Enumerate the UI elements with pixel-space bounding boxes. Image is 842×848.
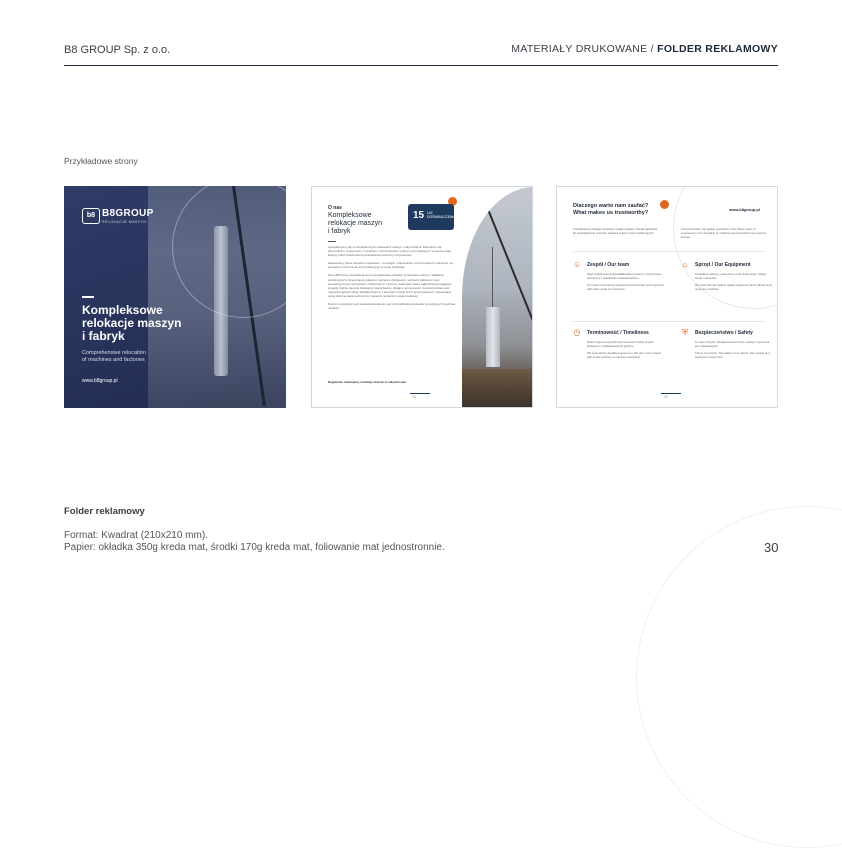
badge-text: LAT DOŚWIADCZENIA: [427, 211, 456, 220]
section-paragraph: We work with the highest quality equipment which allows us to move any machine.: [695, 283, 773, 291]
header-rule: [64, 65, 778, 66]
clock-icon: ◷: [573, 328, 581, 337]
badge-number: 15: [413, 210, 425, 221]
shield-icon: ⛨: [682, 328, 688, 337]
section-bold: FOLDER REKLAMOWY: [657, 43, 778, 55]
cover-website: www.b8group.pl: [82, 378, 118, 384]
about-body: [328, 245, 458, 314]
section-title-safety: Bezpieczeństwo / Safety: [695, 330, 753, 336]
section-text-equipment: [695, 272, 773, 294]
ground: [462, 369, 533, 408]
trust-heading: Dlaczego warto nam zaufać? What makes us trustworthy?: [573, 203, 649, 216]
format-spec: Format: Kwadrat (210x210 mm).: [64, 530, 208, 541]
experience-badge: [408, 204, 454, 230]
logo-subtitle: RELOKACJE MASZYN: [102, 220, 147, 224]
crane-icon: ⌂: [682, 260, 688, 269]
page-number: 30: [764, 540, 779, 555]
page-number: 04: [412, 395, 416, 399]
section-heading: [511, 43, 778, 55]
trust-website: www.b8group.pl: [729, 207, 760, 212]
decorative-arc: [636, 506, 842, 848]
cover-subtitle: Comprehensive relocation of machines and factories: [82, 350, 146, 363]
section-paragraph: This is our priority. The safety of our clients, their people and equipment comes first.: [695, 351, 770, 359]
crane-photo: [462, 187, 533, 408]
section-text-team: [587, 272, 665, 294]
cover-page: [64, 186, 286, 408]
logo-text: B8GROUP: [102, 208, 154, 219]
cover-title: Kompleksowe relokacje maszyn i fabryk: [82, 303, 182, 343]
section-text-timeliness: [587, 340, 665, 362]
intro-right: Comprehensive, top-quality operations. Over fifteen years of experience in the relocation of machines and production lines across Europe.: [681, 227, 766, 239]
section-paragraph: We meet all the deadlines agreed on. We plan every project with hourly precision to minimise downtime.: [587, 351, 662, 359]
company-name: B8 GROUP Sp. z o.o.: [64, 44, 171, 56]
about-page: [311, 186, 533, 408]
divider: [573, 251, 765, 252]
section-paragraph: Nasz zespół tworzą wykwalifikowani monterzy, inżynierowie i operatorzy z wieloletnim doświadczeniem.: [587, 272, 663, 280]
section-title-team: Zespół / Our team: [587, 262, 630, 268]
section-paragraph: Our team is formed by experienced technicians and engineers with many years of experience.: [587, 283, 664, 291]
section-paragraph: To nasz priorytet. Bezpieczeństwo ludzi, maszyn i otoczenia jest najważniejsze.: [695, 340, 770, 348]
title-dash: [82, 296, 94, 298]
paper-spec: Papier: okładka 350g kreda mat, środki 170g kreda mat, foliowanie mat jednostronnie.: [64, 542, 445, 553]
page-number: 05: [664, 395, 668, 399]
text-rule: [328, 241, 336, 242]
paragraph: Firma B8 Group specjalizuje się w kompleksowej obsłudze przeniesień maszyn i zakładów produkcyjnych. Dysponujemy własnym sprzętem dźwigowym, wózkami widłowymi oraz specjalistycznymi narzędziami, dzięki którym możemy realizować nawet najbardziej wymagające projekty. Każde zlecenie traktujemy indywidualnie, dbając o terminowość, bezpieczeństwo oraz najwyższą jakość usług. Współpracujemy z klientami z wielu branż przemysłowych, zapewniając pełną dokumentację techniczną i wsparcie na każdym etapie realizacji.: [328, 273, 452, 298]
paragraph: Naszym priorytetem jest zadowolenie klienta oraz minimalizacja przestojów produkcyjnych podczas relokacji.: [328, 302, 456, 311]
section-paragraph: Posiadamy własny, nowoczesny park maszynowy: dźwigi, wózki i narzędzia.: [695, 272, 767, 280]
examples-label: Przykładowe strony: [64, 156, 138, 166]
section-title-timeliness: Terminowość / Timeliness: [587, 330, 649, 336]
team-icon: ☺: [573, 260, 582, 269]
divider: [573, 321, 765, 322]
lifted-machine: [486, 307, 500, 367]
about-title: Kompleksowe relokacje maszyn i fabryk: [328, 212, 383, 235]
paragraph: Zapewniamy pełne wsparcie projektowe – od audytu i planowania, przez bezpieczny transport, po ponowne uruchomienie linii produkcyjnej w nowej lokalizacji.: [328, 261, 454, 270]
folder-title: Folder reklamowy: [64, 506, 145, 517]
logo-icon: b8: [82, 208, 100, 224]
section-prefix: MATERIAŁY DRUKOWANE /: [511, 43, 654, 55]
page-number-line: [661, 393, 681, 394]
paragraph: Specjalizujemy się w kompleksowych relokacjach maszyn i całych fabryk. Zajmujemy się demontażem, transportem, montażem i uruchomieniem maszyn przemysłowych na terenie całej Europy. Nasz zespół tworzą doświadczeni technicy i inżynierowie.: [328, 245, 451, 258]
about-label: O nas: [328, 205, 342, 211]
accent-dot: [660, 200, 669, 209]
about-footer-note: Regularnie realizujemy relokacje maszyn w całej Europie.: [328, 380, 407, 384]
section-text-safety: [695, 340, 773, 362]
trust-page: [556, 186, 778, 408]
section-paragraph: Dotrzymujemy uzgodnionych terminów. Każdy projekt planujemy z dokładnością do godziny.: [587, 340, 654, 348]
page-number-line: [410, 393, 430, 394]
section-title-equipment: Sprzęt / Our Equipment: [695, 262, 751, 268]
intro-left: Kompleksowa obsługa na każdym etapie projektu. Ponad piętnaście lat doświadczenia w branży relokacji maszyn i linii produkcyjnych.: [573, 227, 658, 235]
